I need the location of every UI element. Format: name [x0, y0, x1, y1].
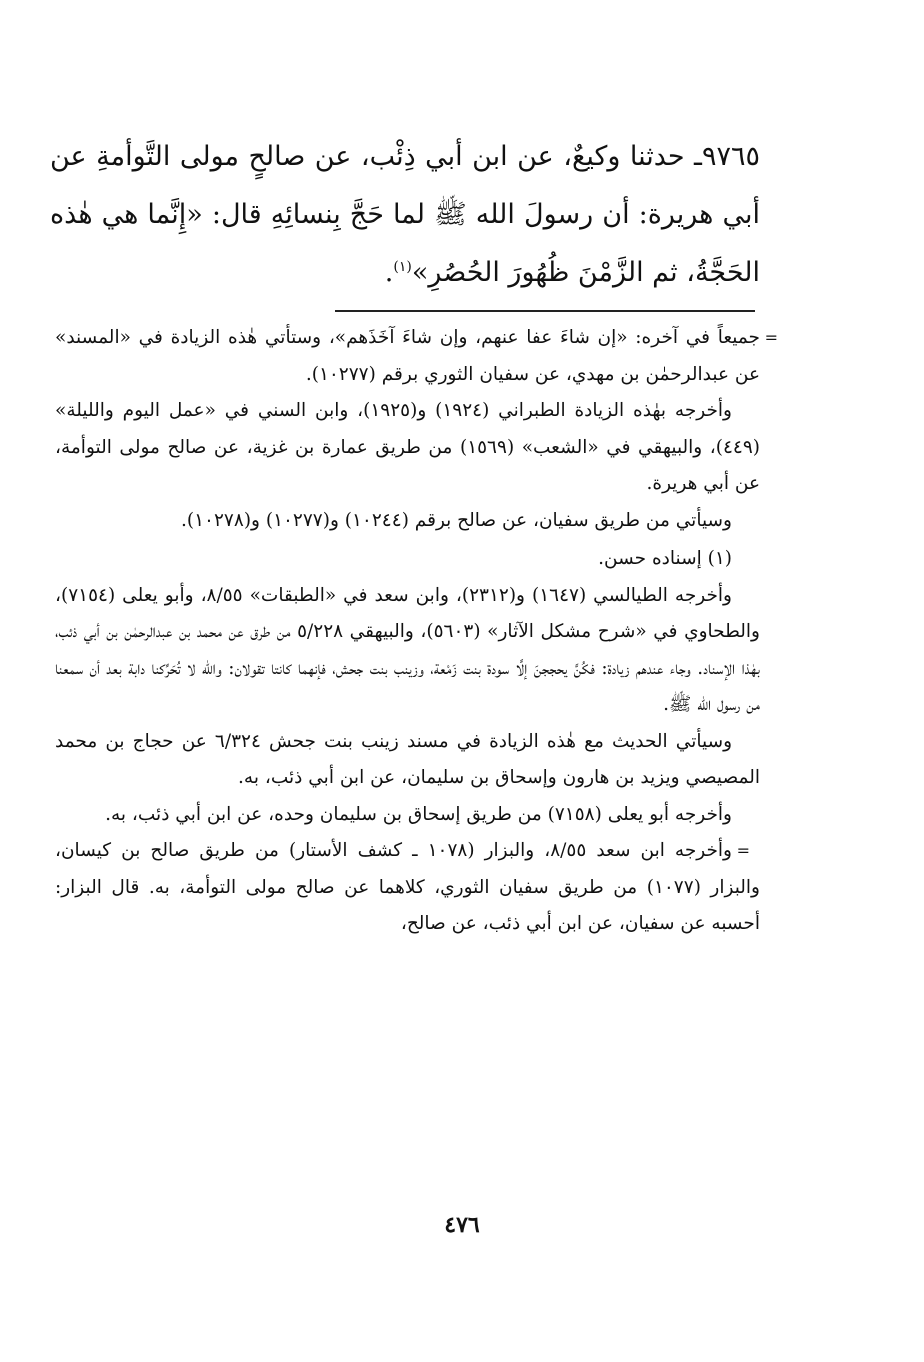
page-number: ٤٧٦	[444, 1212, 480, 1238]
footnotes-block	[55, 320, 778, 943]
footnote-paragraph-1	[55, 320, 778, 393]
footnote-paragraph-7	[55, 797, 760, 860]
footnote-1-heading: (١) إسناده حسن.	[598, 548, 732, 569]
footnote-divider	[335, 310, 755, 312]
footnote-paragraph-5: وأخرجه الطيالسي (١٦٤٧) و(٢٣١٢)، وابن سعد في «الطبقات» ٨/٥٥، وأبو يعلى (٧١٥٤)، والطحاوي في «شرح مشكل الآثار» (٥٦٠٣)، والبيهقي ٥/٢٢٨ من طرق عن محمد بن عبدالرحمٰن بن أبي ذئب، بهٰذا الإسناد. وجاء عندهم زيادة: فكُنَّ يحججنَ إلَّا سودة بنت زَمْعة، وزينب بنت جحش، فإنهما كانتا تقولان: والله لا تُحَرِّكنا دابة بعد أن سمعنا من رسول الله ﷺ.	[55, 584, 760, 715]
continuation-mark-end: =	[736, 840, 750, 860]
continuation-mark-start: =	[764, 328, 778, 347]
footnote-paragraph-2: وأخرجه بهٰذه الزيادة الطبراني (١٩٢٤) و(١٩٢٥)، وابن السني في «عمل اليوم والليلة» (٤٤٩)، والبيهقي في «الشعب» (١٥٦٩) من طريق عمارة بن غزية، عن صالح مولى التوأمة، عن أبي هريرة.	[55, 400, 760, 494]
hadith-end-punctuation: .	[384, 257, 394, 288]
footnote-paragraph-6: وسيأتي الحديث مع هٰذه الزيادة في مسند زينب بنت جحش ٦/٣٢٤ عن حجاج بن محمد المصيصي ويزيد بن هارون وإسحاق بن سليمان، عن ابن أبي ذئب، به.	[55, 730, 760, 788]
footnote-paragraph-3: وسيأتي من طريق سفيان، عن صالح برقم (١٠٢٤٤) و(١٠٢٧٧) و(١٠٢٧٨).	[181, 509, 732, 531]
footnote-paragraph-1-text: جميعاً في آخره: «إن شاءَ عفا عنهم، وإن شاءَ آخَذَهم»، وستأتي هٰذه الزيادة في «المسند» عن عبدالرحمٰن بن مهدي، عن سفيان الثوري برقم (١٠٢٧٧).	[55, 327, 760, 385]
footnote-paragraph-7-text: وأخرجه أبو يعلى (٧١٥٨) من طريق إسحاق بن سليمان وحده، عن ابن أبي ذئب، به.	[105, 803, 732, 825]
hadith-paragraph	[50, 128, 760, 302]
footnote-paragraph-8: وأخرجه ابن سعد ٨/٥٥، والبزار (١٠٧٨ ـ كشف الأستار) من طريق صالح بن كيسان، والبزار (١٠٧٧) من طريق سفيان الثوري، كلاهما عن صالح مولى التوأمة، به. قال البزار: أحسبه عن سفيان، عن ابن أبي ذئب، عن صالح،	[55, 840, 760, 934]
hadith-text-block	[50, 128, 760, 302]
hadith-text: ٩٧٦٥ـ حدثنا وكيعٌ، عن ابن أبي ذِئْب، عن صالحٍ مولى التَّوأمةِ عن أبي هريرة: أن رسولَ الله ﷺ لما حَجَّ بِنسائِهِ قال: «إِنَّما هي هٰذه الحَجَّةُ، ثم الزَّمْنَ ظُهُورَ الحُصُرِ»	[50, 141, 760, 288]
footnote-reference: (١)	[393, 259, 412, 275]
